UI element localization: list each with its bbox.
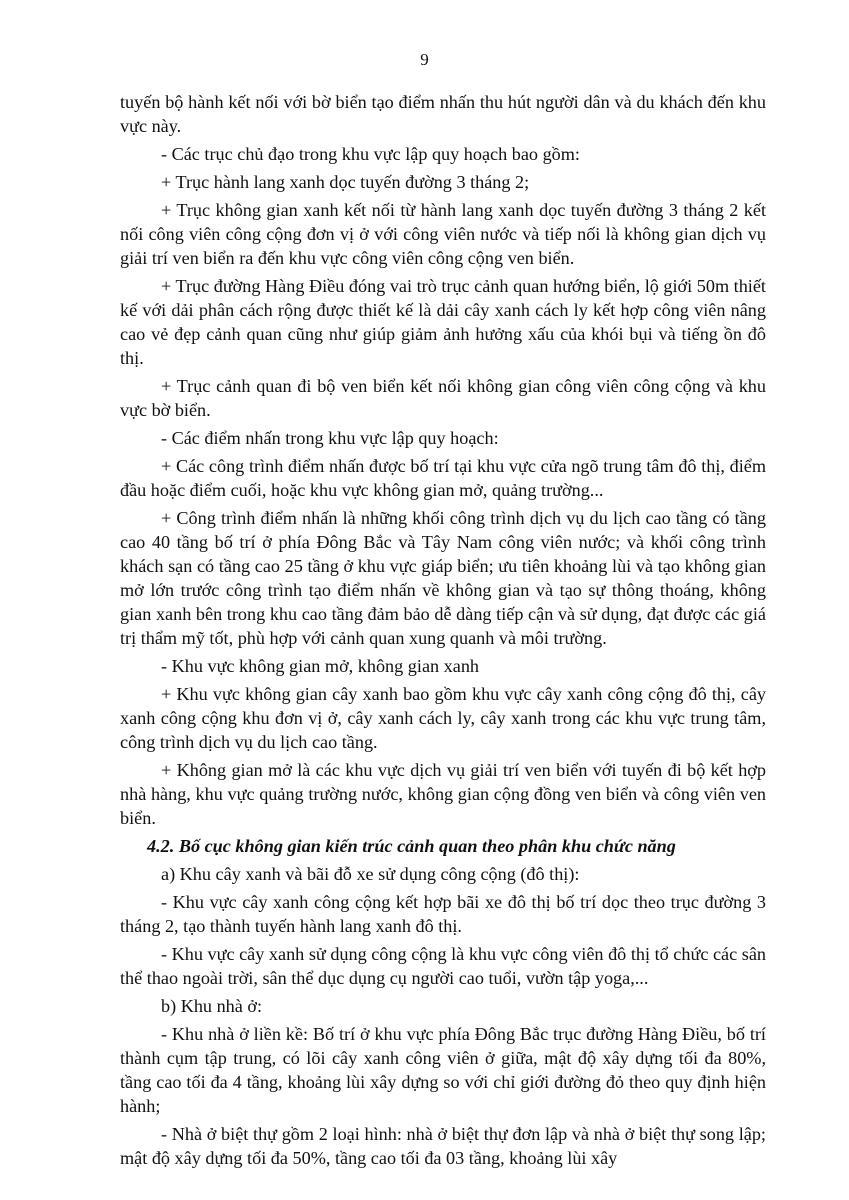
bullet-paragraph: + Công trình điểm nhấn là những khối công trình dịch vụ du lịch cao tầng có tầng cao 40 tầng bố trí ở phía Đông Bắc và Tây Nam công viên nước; và khối công trình khách sạn có tầng cao 25 tầng ở khu vực giáp biển; ưu tiên khoảng lùi và tạo không gian mở lớn trước công trình tạo điểm nhấn về không gian và tạo sự thông thoáng, không gian xanh bên trong khu cao tầng đảm bảo dễ dàng tiếp cận và sử dụng, đạt được các giá trị thẩm mỹ tốt, phù hợp với cảnh quan xung quanh và môi trường. xyxy=(120,508,766,648)
document-body xyxy=(120,90,766,1174)
paragraph: a) Khu cây xanh và bãi đỗ xe sử dụng công cộng (đô thị): xyxy=(161,864,580,884)
bullet-paragraph: + Không gian mở là các khu vực dịch vụ giải trí ven biển với tuyến đi bộ kết hợp nhà hàng, khu vực quảng trường nước, không gian cộng đồng ven biển và công viên ven biển. xyxy=(120,760,766,828)
page-number: 9 xyxy=(420,50,429,69)
bullet-paragraph: + Trục cảnh quan đi bộ ven biển kết nối không gian công viên công cộng và khu vực bờ biển. xyxy=(120,376,766,420)
section-heading: 4.2. Bố cục không gian kiến trúc cảnh quan theo phân khu chức năng xyxy=(147,836,676,856)
paragraph: - Khu vực không gian mở, không gian xanh xyxy=(161,656,480,676)
bullet-paragraph: + Trục không gian xanh kết nối từ hành lang xanh dọc tuyến đường 3 tháng 2 kết nối công viên công cộng đơn vị ở với công viên nước và tiếp nối là không gian dịch vụ giải trí ven biển ra đến khu vực công viên công cộng ven biển. xyxy=(120,200,766,268)
paragraph: - Khu vực cây xanh sử dụng công cộng là khu vực công viên đô thị tổ chức các sân thể thao ngoài trời, sân thể dục dụng cụ người cao tuổi, vườn tập yoga,... xyxy=(120,944,766,988)
bullet-paragraph: + Trục đường Hàng Điều đóng vai trò trục cảnh quan hướng biển, lộ giới 50m thiết kế với dải phân cách rộng được thiết kế là dải cây xanh cách ly kết hợp công viên nâng cao vẻ đẹp cảnh quan cũng như giúp giảm ảnh hưởng xấu của khói bụi và tiếng ồn đô thị. xyxy=(120,276,766,368)
paragraph: - Các điểm nhấn trong khu vực lập quy hoạch: xyxy=(161,428,499,448)
paragraph: - Nhà ở biệt thự gồm 2 loại hình: nhà ở biệt thự đơn lập và nhà ở biệt thự song lập; mật độ xây dựng tối đa 50%, tầng cao tối đa 03 tầng, khoảng lùi xây xyxy=(120,1124,766,1168)
bullet-paragraph: + Trục hành lang xanh dọc tuyến đường 3 tháng 2; xyxy=(161,172,530,192)
bullet-paragraph: + Các công trình điểm nhấn được bố trí tại khu vực cửa ngõ trung tâm đô thị, điểm đầu hoặc điểm cuối, hoặc khu vực không gian mở, quảng trường... xyxy=(120,456,766,500)
bullet-paragraph: + Khu vực không gian cây xanh bao gồm khu vực cây xanh công cộng đô thị, cây xanh công cộng khu đơn vị ở, cây xanh cách ly, cây xanh trong các khu vực trung tâm, công trình dịch vụ du lịch cao tầng. xyxy=(120,684,766,752)
paragraph: - Khu nhà ở liền kề: Bố trí ở khu vực phía Đông Bắc trục đường Hàng Điều, bố trí thành cụm tập trung, có lõi cây xanh công viên ở giữa, mật độ xây dựng tối đa 80%, tầng cao tối đa 4 tầng, khoảng lùi xây dựng so với chỉ giới đường đỏ theo quy định hiện hành; xyxy=(120,1024,766,1116)
paragraph: - Khu vực cây xanh công cộng kết hợp bãi xe đô thị bố trí dọc theo trục đường 3 tháng 2, tạo thành tuyến hành lang xanh đô thị. xyxy=(120,892,766,936)
paragraph: b) Khu nhà ở: xyxy=(161,996,263,1016)
paragraph: tuyến bộ hành kết nối với bờ biển tạo điểm nhấn thu hút người dân và du khách đến khu vực này. xyxy=(120,92,766,136)
paragraph: - Các trục chủ đạo trong khu vực lập quy hoạch bao gồm: xyxy=(161,144,580,164)
